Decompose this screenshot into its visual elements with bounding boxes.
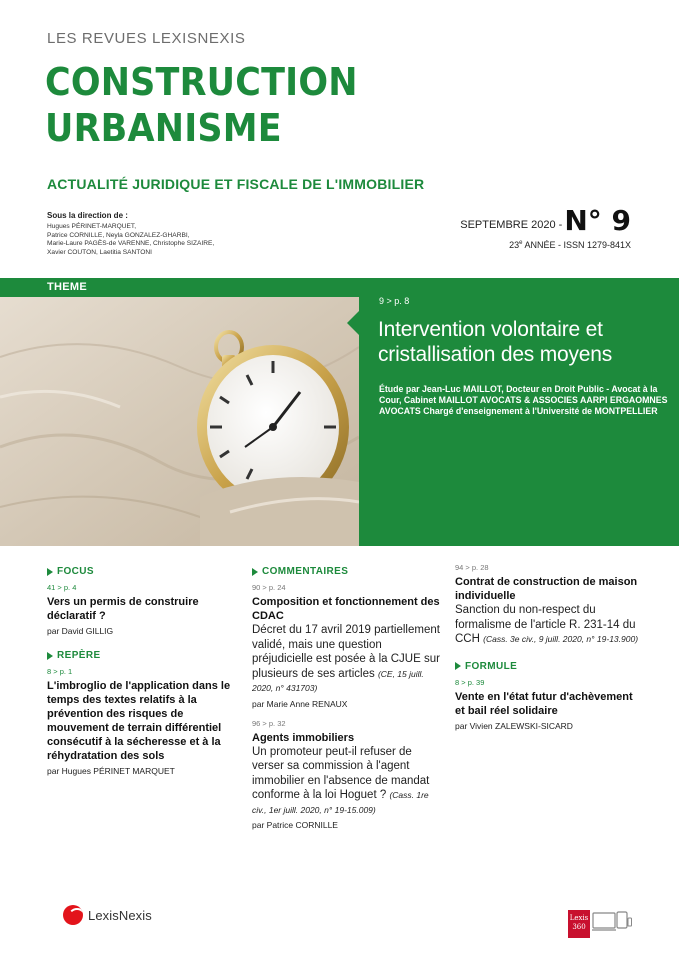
journal-title-line2: URBANISME bbox=[45, 106, 282, 150]
clock-image bbox=[0, 297, 359, 546]
article-ref[interactable]: 41 > p. 4 bbox=[47, 583, 77, 592]
article-title[interactable]: Agents immobiliers bbox=[252, 731, 355, 744]
section-commentaires-label: COMMENTAIRES bbox=[262, 566, 349, 577]
section-focus-label: FOCUS bbox=[57, 566, 94, 577]
section-focus bbox=[47, 566, 237, 577]
article-citation: (Cass. 3e civ., 9 juill. 2020, n° 19-13.900) bbox=[483, 634, 639, 644]
theme-feature-panel bbox=[359, 278, 679, 546]
column-focus-repere bbox=[47, 566, 237, 776]
issue-number: N° 9 bbox=[564, 204, 631, 237]
column-commentaires bbox=[252, 566, 442, 830]
article-ref[interactable]: 96 > p. 32 bbox=[252, 718, 286, 728]
lexisnexis-logo[interactable] bbox=[63, 905, 152, 925]
article-description bbox=[455, 603, 645, 647]
arrow-right-icon bbox=[47, 652, 53, 660]
arrow-right-icon bbox=[455, 662, 461, 670]
article-byline: par David GILLIG bbox=[47, 626, 114, 636]
article-title[interactable]: Vente en l'état futur d'achèvement et bail réel solidaire bbox=[455, 690, 633, 717]
article-citation: (CE, 15 juill. 2020, n° 431703) bbox=[252, 668, 424, 693]
article-byline: par Vivien ZALEWSKI-SICARD bbox=[455, 720, 573, 731]
article-ref[interactable]: 8 > p. 39 bbox=[455, 677, 485, 687]
direction-label: Sous la direction de : bbox=[47, 211, 128, 220]
direction-line: Hugues PÉRINET-MARQUET, bbox=[47, 223, 137, 230]
article-summary: Un promoteur peut-il refuser de verser sa commission à l'agent immobilier en l'absence de mandat conforme à la loi Hoguet ? bbox=[252, 745, 430, 801]
article-summary: Décret du 17 avril 2019 partiellement validé, mais une question préjudicielle est posée à la CJUE sur plusieurs de ses articles bbox=[252, 624, 440, 680]
issue-year-issn bbox=[460, 240, 631, 250]
theme-article-author: Étude par Jean-Luc MAILLOT, Docteur en Droit Public - Avocat à la Cour, Cabinet MAILLOT AVOCATS & ASSOCIES AARPI ERGAOMNES AVOCATS Chargé d'enseignement à l'Université de MONTPELLIER bbox=[379, 384, 668, 417]
article-citation: (Cass. 1re civ., 1er juill. 2020, n° 19-15.009) bbox=[252, 790, 429, 815]
article-title[interactable]: Composition et fonctionnement des CDAC bbox=[252, 596, 440, 622]
direction-line: Patrice CORNILLE, Neyla GONZALEZ-GHARBI, bbox=[47, 231, 190, 239]
theme-bar: THEME bbox=[0, 278, 359, 297]
series-name: LES REVUES LEXISNEXIS bbox=[47, 30, 246, 47]
issue-year-sup: e bbox=[519, 240, 523, 246]
editorial-direction bbox=[47, 211, 287, 257]
badge-line2: 360 bbox=[572, 923, 586, 931]
article-title[interactable]: L'imbroglio de l'application dans le temps des textes relatifs à la prévention des risques de mouvement de terrain différentiel consécutif à la sécheresse et à la réhydratation des sols bbox=[47, 680, 231, 762]
direction-line: Xavier COUTON, Laetitia SANTONI bbox=[47, 248, 152, 256]
section-repere bbox=[47, 650, 237, 661]
lexisnexis-logo-icon bbox=[63, 905, 83, 925]
article-title[interactable]: Vers un permis de construire déclaratif ? bbox=[47, 596, 199, 622]
article-byline: par Patrice CORNILLE bbox=[252, 820, 338, 830]
direction-names bbox=[47, 223, 287, 257]
article-description bbox=[252, 623, 442, 696]
journal-subtitle: ACTUALITÉ JURIDIQUE ET FISCALE DE L'IMMOBILIER bbox=[47, 176, 425, 192]
section-repere-label: REPÈRE bbox=[57, 650, 101, 661]
article-summary: Sanction du non-respect du formalisme de l'article R. 231-14 du CCH bbox=[455, 604, 636, 645]
issue-year-text: ANNÉE - ISSN 1279-841X bbox=[522, 240, 631, 250]
issue-info bbox=[460, 206, 631, 250]
theme-article-title[interactable]: Intervention volontaire et cristallisation des moyens bbox=[378, 318, 613, 366]
journal-title-line1: CONSTRUCTION bbox=[45, 60, 358, 104]
theme-article-ref[interactable]: 9 > p. 8 bbox=[379, 296, 410, 306]
issue-year-number: 23 bbox=[509, 240, 520, 250]
direction-line: Marie-Laure PAGÈS-de VARENNE, Christophe SIZAIRE, bbox=[47, 240, 215, 247]
article-ref[interactable]: 8 > p. 1 bbox=[47, 667, 73, 676]
article-title[interactable]: Contrat de construction de maison individuelle bbox=[455, 576, 638, 602]
issue-month: SEPTEMBRE 2020 - bbox=[460, 219, 563, 231]
arrow-right-icon bbox=[252, 568, 258, 576]
section-formule bbox=[455, 661, 645, 672]
article-description bbox=[252, 745, 442, 818]
lexis360-badge-icon[interactable] bbox=[568, 910, 590, 938]
section-formule-label: FORMULE bbox=[465, 660, 518, 672]
badge-line1: Lexis bbox=[569, 914, 589, 922]
section-commentaires bbox=[252, 566, 442, 577]
article-ref[interactable]: 94 > p. 28 bbox=[455, 563, 489, 572]
column-contrat-formule bbox=[455, 563, 645, 731]
article-byline: par Marie Anne RENAUX bbox=[252, 698, 348, 709]
article-ref[interactable]: 90 > p. 24 bbox=[252, 583, 286, 592]
arrow-right-icon bbox=[47, 568, 53, 576]
article-byline: par Hugues PÉRINET MARQUET bbox=[47, 766, 175, 776]
logo-text: LexisNexis bbox=[88, 907, 152, 923]
devices-icon bbox=[592, 910, 632, 938]
